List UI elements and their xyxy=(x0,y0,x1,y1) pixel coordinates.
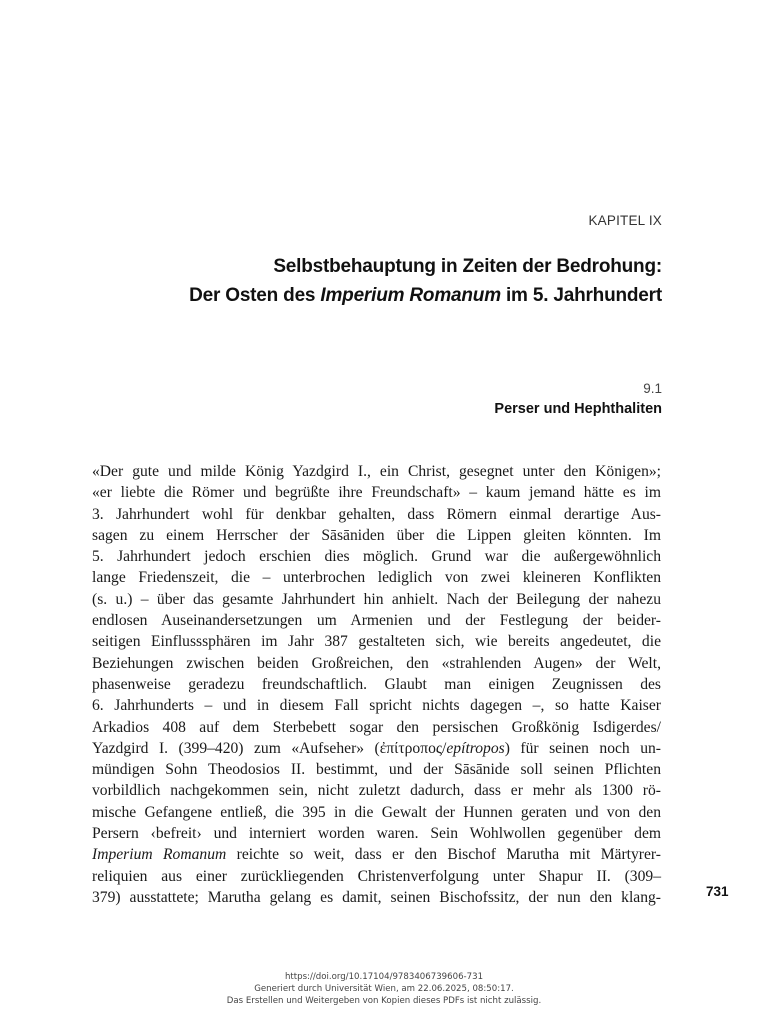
body-line: 6. Jahrhunderts – und in diesem Fall spricht nichts dagegen –, so hatte Kaiser xyxy=(92,697,661,715)
chapter-title-line-2 xyxy=(189,281,662,310)
body-line-italic-start xyxy=(92,844,661,865)
body-line-13-suffix: ) für seinen noch un- xyxy=(504,739,662,757)
body-line: 5. Jahrhundert jedoch erschien dies möglich. Grund war die außergewöhnlich xyxy=(92,548,661,566)
body-line: sagen zu einem Herrscher der Sāsāniden über die Lippen gleiten könnten. Im xyxy=(92,526,661,544)
body-line: reliquien aus einer zurückliegenden Christenverfolgung unter Shapur II. (309– xyxy=(92,867,661,885)
body-line: mische Gefangene entließ, die 395 in die Gewalt der Hunnen geraten und von den xyxy=(92,803,661,821)
body-line-18-suffix: reichte so weit, dass er den Bischof Marutha mit Märtyrer- xyxy=(226,846,661,864)
chapter-title-suffix: im 5. Jahrhundert xyxy=(500,285,662,306)
footer-generated: Generiert durch Universität Wien, am 22.06.2025, 08:50:17. xyxy=(254,984,514,994)
body-line: 3. Jahrhundert wohl für denkbar gehalten, dass Römern einmal derartige Aus- xyxy=(92,505,661,523)
body-line: 379) ausstattete; Marutha gelang es damit, seinen Bischofssitz, der nun den klang- xyxy=(92,888,661,906)
chapter-title-italic: Imperium Romanum xyxy=(320,285,501,306)
footer-doi-link[interactable]: https://doi.org/10.17104/9783406739606-731 xyxy=(284,972,484,982)
body-text xyxy=(92,461,661,908)
chapter-title-line-1: Selbstbehauptung in Zeiten der Bedrohung: xyxy=(273,256,662,277)
section-number: 9.1 xyxy=(643,381,662,396)
body-line-13-italic: epítropos xyxy=(446,739,505,757)
body-line-greek xyxy=(92,738,661,759)
body-line: Arkadios 408 auf dem Sterbebett sogar den persischen Großkönig Isdigerdes/ xyxy=(92,718,661,736)
page-number: 731 xyxy=(706,884,729,899)
body-line: «Der gute und milde König Yazdgird I., ein Christ, gesegnet unter den Königen»; xyxy=(92,463,661,480)
body-line: endlosen Auseinandersetzungen um Armenien und der Festlegung der beider- xyxy=(92,612,661,630)
body-line: Beziehungen zwischen beiden Großreichen, den «strahlenden Augen» der Welt, xyxy=(92,654,661,672)
body-line: Persern ‹befreit› und interniert worden waren. Sein Wohlwollen gegenüber dem xyxy=(92,825,661,843)
body-line-18-italic: Imperium Romanum xyxy=(92,846,227,864)
body-line: lange Friedenszeit, die – unterbrochen lediglich von zwei kleineren Konflikten xyxy=(92,569,661,587)
body-line-13-text: Yazdgird I. (399–420) zum «Aufseher» (ἐπίτροπος/ xyxy=(92,739,447,757)
body-line: (s. u.) – über das gesamte Jahrhundert hin anhielt. Nach der Beilegung der nahezu xyxy=(92,590,661,608)
body-line: seitigen Einflusssphären im Jahr 387 gestalteten sich, wie bereits angedeutet, die xyxy=(92,633,661,651)
chapter-title xyxy=(189,252,662,310)
body-line: mündigen Sohn Theodosios II. bestimmt, und der Sāsānide soll seinen Pflichten xyxy=(92,761,661,779)
chapter-label: KAPITEL IX xyxy=(588,213,662,228)
section-title: Perser und Hephthaliten xyxy=(494,401,662,417)
chapter-title-prefix: Der Osten des xyxy=(189,285,321,306)
body-line: «er liebte die Römer und begrüßte ihre Freundschaft» – kaum jemand hätte es im xyxy=(92,484,661,502)
footer-notice: Das Erstellen und Weitergeben von Kopien dieses PDFs ist nicht zulässig. xyxy=(226,996,542,1006)
body-line: phasenweise geradezu freundschaftlich. Glaubt man einigen Zeugnissen des xyxy=(92,675,661,693)
footer xyxy=(0,971,768,1007)
body-line: vorbildlich nachgekommen sein, nicht zuletzt dadurch, dass er mehr als 1300 rö- xyxy=(92,782,661,800)
